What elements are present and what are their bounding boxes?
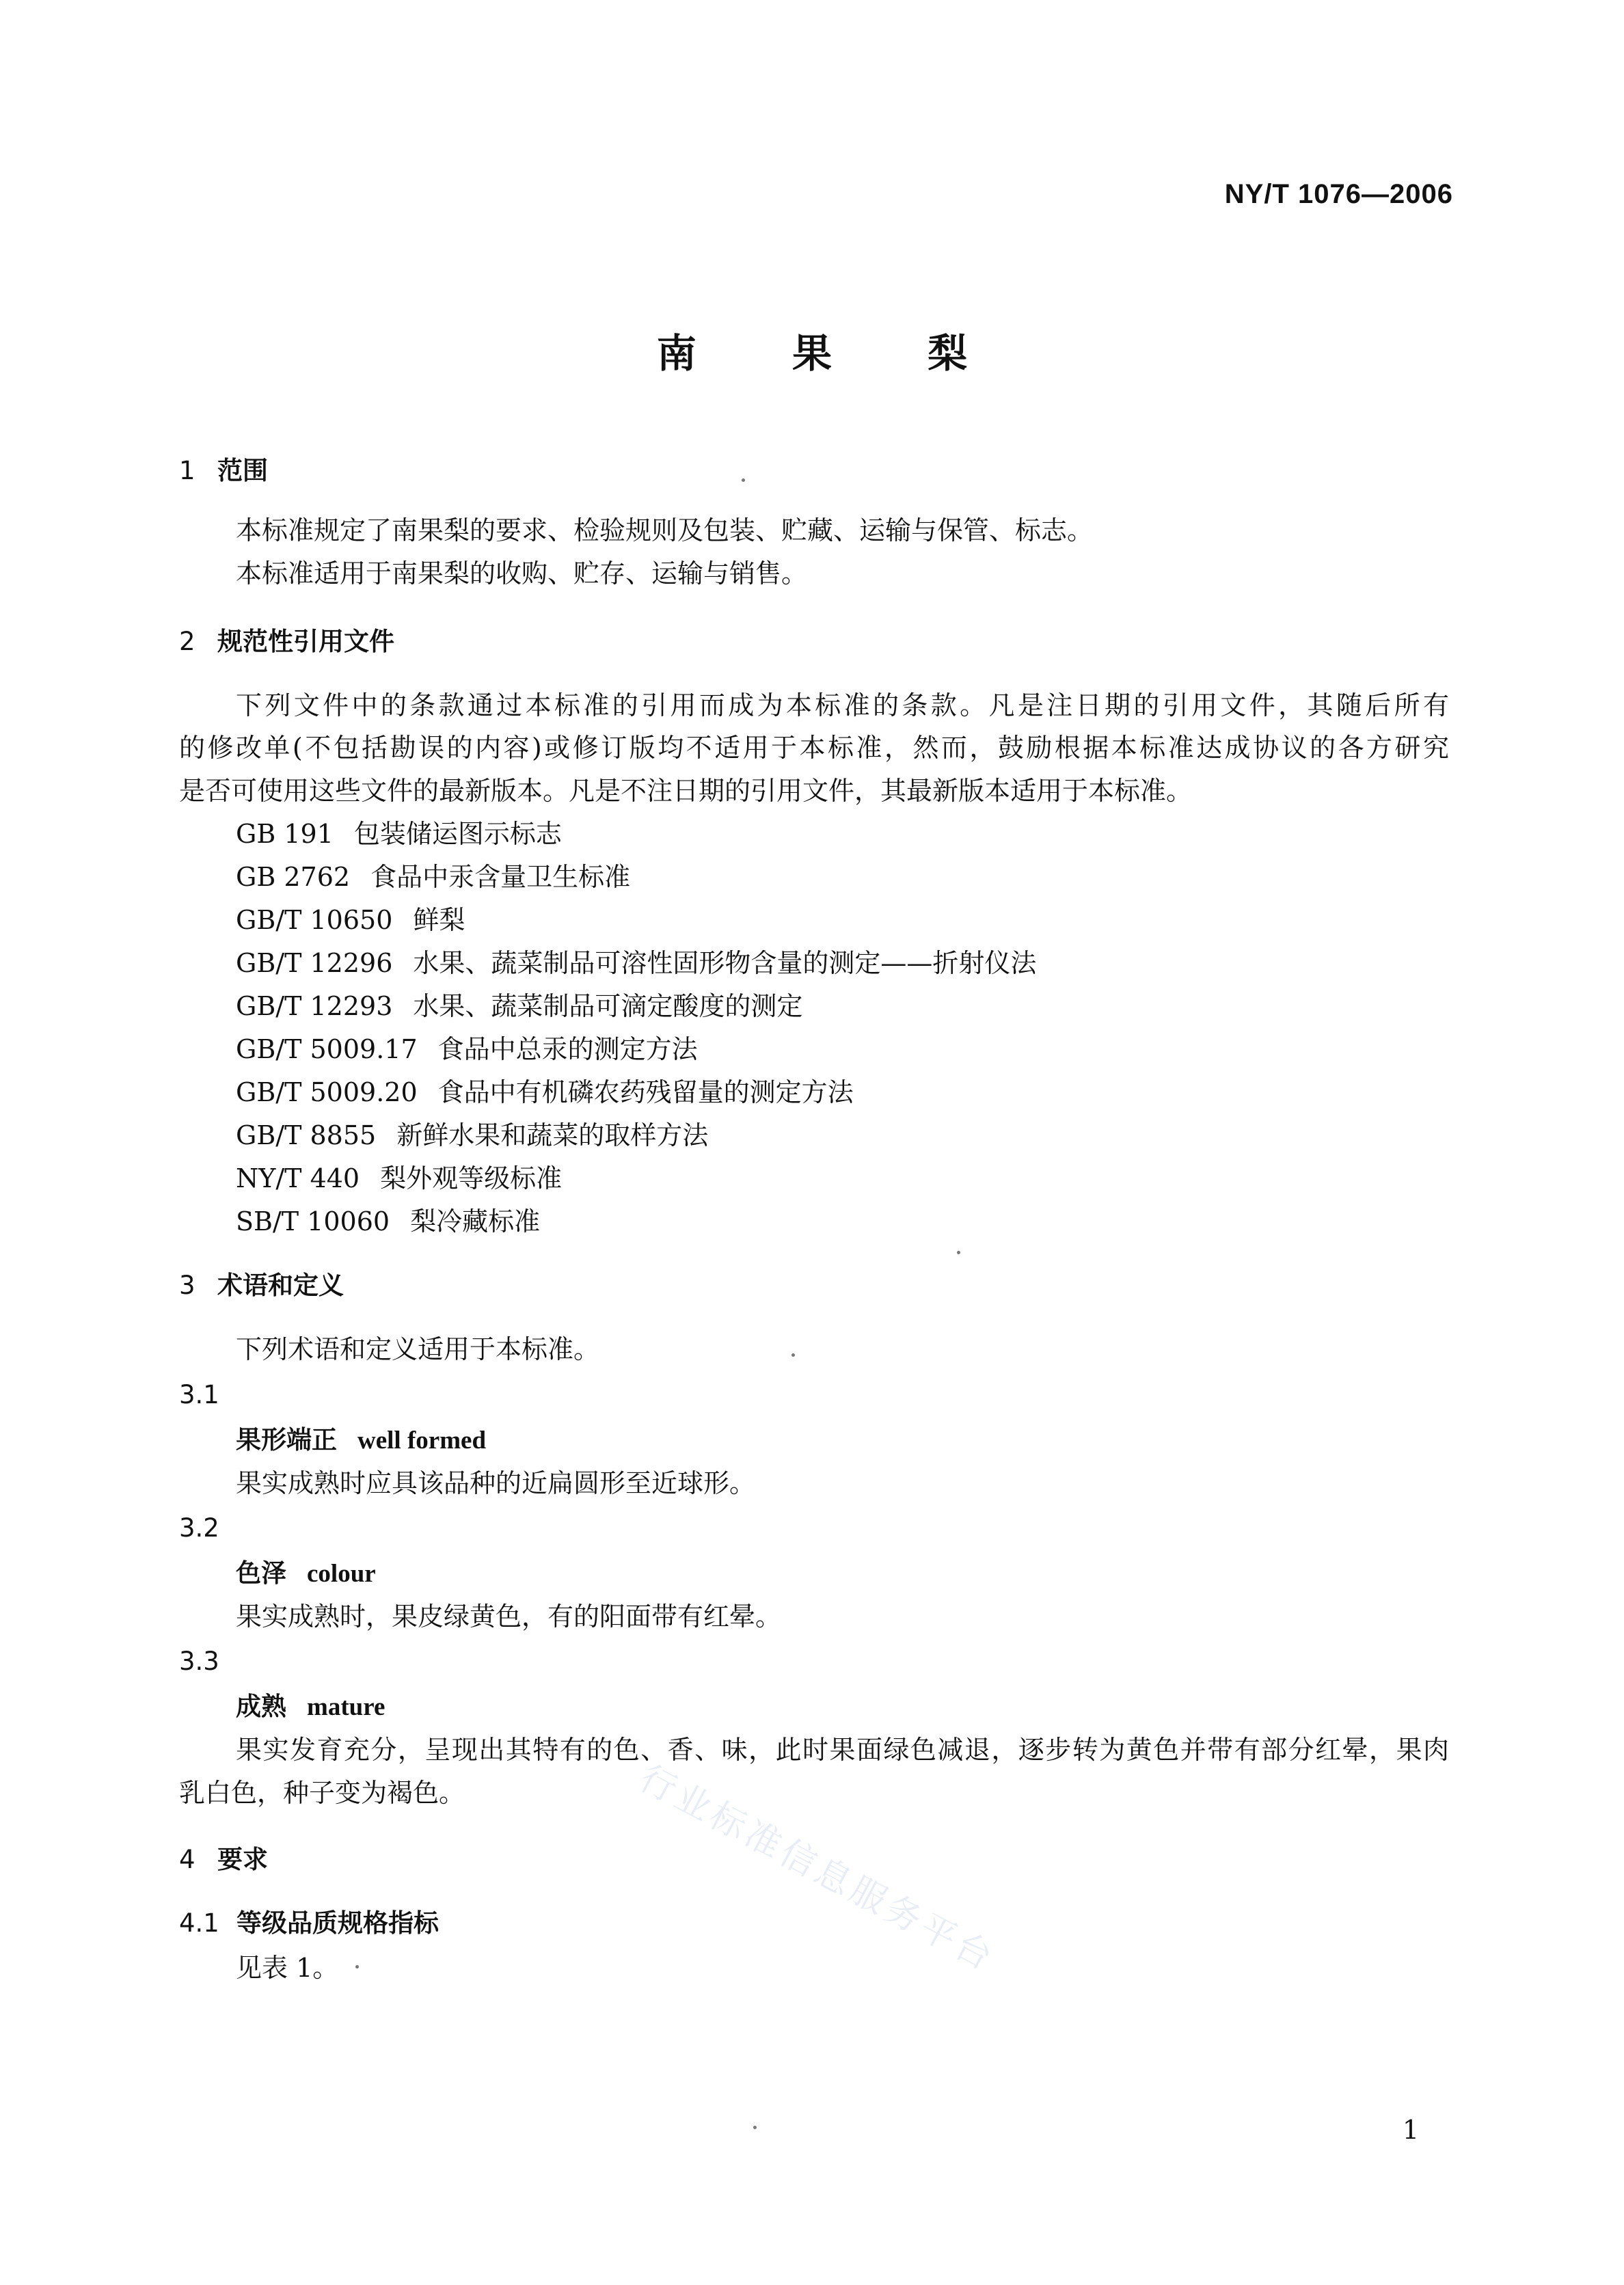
section-number: 1 xyxy=(179,456,195,485)
scan-speck xyxy=(957,1251,960,1254)
reference-item xyxy=(236,904,465,936)
reference-title: 食品中总汞的测定方法 xyxy=(437,1034,698,1064)
reference-title: 梨外观等级标准 xyxy=(380,1163,563,1193)
reference-code: GB/T 12296 xyxy=(236,948,393,978)
term-cn: 成熟 xyxy=(236,1692,286,1721)
paragraph: 本标准规定了南果梨的要求、检验规则及包装、贮藏、运输与保管、标志。 xyxy=(236,515,1094,545)
subsection-4-1-heading xyxy=(179,1907,439,1940)
term-cn: 色泽 xyxy=(236,1558,286,1588)
term-heading xyxy=(236,1690,385,1724)
scan-speck xyxy=(355,1965,359,1969)
reference-code: GB/T 5009.20 xyxy=(236,1077,418,1107)
term-en: colour xyxy=(307,1560,376,1588)
section-number: 4 xyxy=(179,1845,195,1874)
reference-code: NY/T 440 xyxy=(236,1163,360,1193)
term-definition: 果实成熟时应具该品种的近扁圆形至近球形。 xyxy=(236,1468,756,1498)
term-definition: 果实成熟时，果皮绿黄色，有的阳面带有红晕。 xyxy=(236,1601,782,1632)
reference-title: 梨冷藏标准 xyxy=(410,1206,541,1236)
reference-title: 食品中有机磷农药残留量的测定方法 xyxy=(437,1077,854,1107)
paragraph-line: 的修改单(不包括勘误的内容)或修订版均不适用于本标准，然而，鼓励根据本标准达成协议的各方研究 xyxy=(179,733,1449,763)
term-definition-line: 乳白色，种子变为褐色。 xyxy=(179,1778,465,1808)
term-heading xyxy=(236,1557,376,1591)
section-1-heading xyxy=(179,455,268,487)
section-2-heading xyxy=(179,625,394,658)
reference-title: 新鲜水果和蔬菜的取样方法 xyxy=(396,1120,709,1150)
term-cn: 果形端正 xyxy=(236,1425,337,1455)
term-definition-line: 果实发育充分，呈现出其特有的色、香、味，此时果面绿色减退，逐步转为黄色并带有部分红晕，果肉 xyxy=(236,1735,1449,1765)
reference-code: GB/T 8855 xyxy=(236,1120,377,1150)
document-title: 南 果 梨 xyxy=(656,330,1009,377)
reference-code: GB/T 10650 xyxy=(236,905,393,935)
reference-code: SB/T 10060 xyxy=(236,1206,390,1236)
reference-title: 水果、蔬菜制品可溶性固形物含量的测定——折射仪法 xyxy=(413,948,1037,978)
scan-speck xyxy=(742,478,745,482)
term-number: 3.2 xyxy=(179,1513,219,1543)
subsection-title: 等级品质规格指标 xyxy=(236,1908,439,1938)
reference-item xyxy=(236,1162,562,1195)
reference-item xyxy=(236,947,1036,979)
reference-title: 包装储运图示标志 xyxy=(353,819,562,849)
reference-item xyxy=(236,817,562,850)
term-en: mature xyxy=(307,1693,385,1721)
paragraph: 本标准适用于南果梨的收购、贮存、运输与销售。 xyxy=(236,558,808,589)
reference-title: 鲜梨 xyxy=(413,905,465,935)
page-number: 1 xyxy=(1402,2115,1419,2145)
scan-speck xyxy=(791,1353,795,1357)
section-4-heading xyxy=(179,1843,268,1876)
watermark: 行业标准信息服务平台 xyxy=(632,1757,1003,1980)
reference-title: 水果、蔬菜制品可滴定酸度的测定 xyxy=(413,991,803,1021)
reference-item xyxy=(236,1205,540,1238)
paragraph-line: 下列文件中的条款通过本标准的引用而成为本标准的条款。凡是注日期的引用文件，其随后所有 xyxy=(236,690,1449,720)
section-title: 要求 xyxy=(217,1845,268,1874)
paragraph: 见表 1。 xyxy=(236,1953,339,1983)
term-heading xyxy=(236,1424,486,1457)
paragraph-line: 是否可使用这些文件的最新版本。凡是不注日期的引用文件，其最新版本适用于本标准。 xyxy=(179,776,1193,806)
section-title: 术语和定义 xyxy=(217,1271,344,1300)
reference-code: GB 191 xyxy=(236,819,334,849)
reference-item xyxy=(236,1076,854,1109)
reference-code: GB/T 12293 xyxy=(236,991,393,1021)
reference-code: GB 2762 xyxy=(236,862,351,892)
section-number: 2 xyxy=(179,627,195,656)
term-number: 3.3 xyxy=(179,1647,219,1676)
standard-code: NY/T 1076—2006 xyxy=(1224,179,1453,209)
paragraph: 下列术语和定义适用于本标准。 xyxy=(236,1334,600,1364)
section-3-heading xyxy=(179,1269,344,1302)
reference-code: GB/T 5009.17 xyxy=(236,1034,418,1064)
reference-item xyxy=(236,990,802,1023)
section-number: 3 xyxy=(179,1271,195,1300)
term-en: well formed xyxy=(357,1427,487,1455)
subsection-number: 4.1 xyxy=(179,1908,219,1938)
reference-item xyxy=(236,1119,708,1152)
section-title: 规范性引用文件 xyxy=(217,627,394,656)
term-number: 3.1 xyxy=(179,1380,219,1409)
reference-title: 食品中汞含量卫生标准 xyxy=(370,862,631,892)
scan-speck xyxy=(753,2126,757,2129)
section-title: 范围 xyxy=(217,456,268,485)
reference-item xyxy=(236,861,630,893)
reference-item xyxy=(236,1033,698,1066)
